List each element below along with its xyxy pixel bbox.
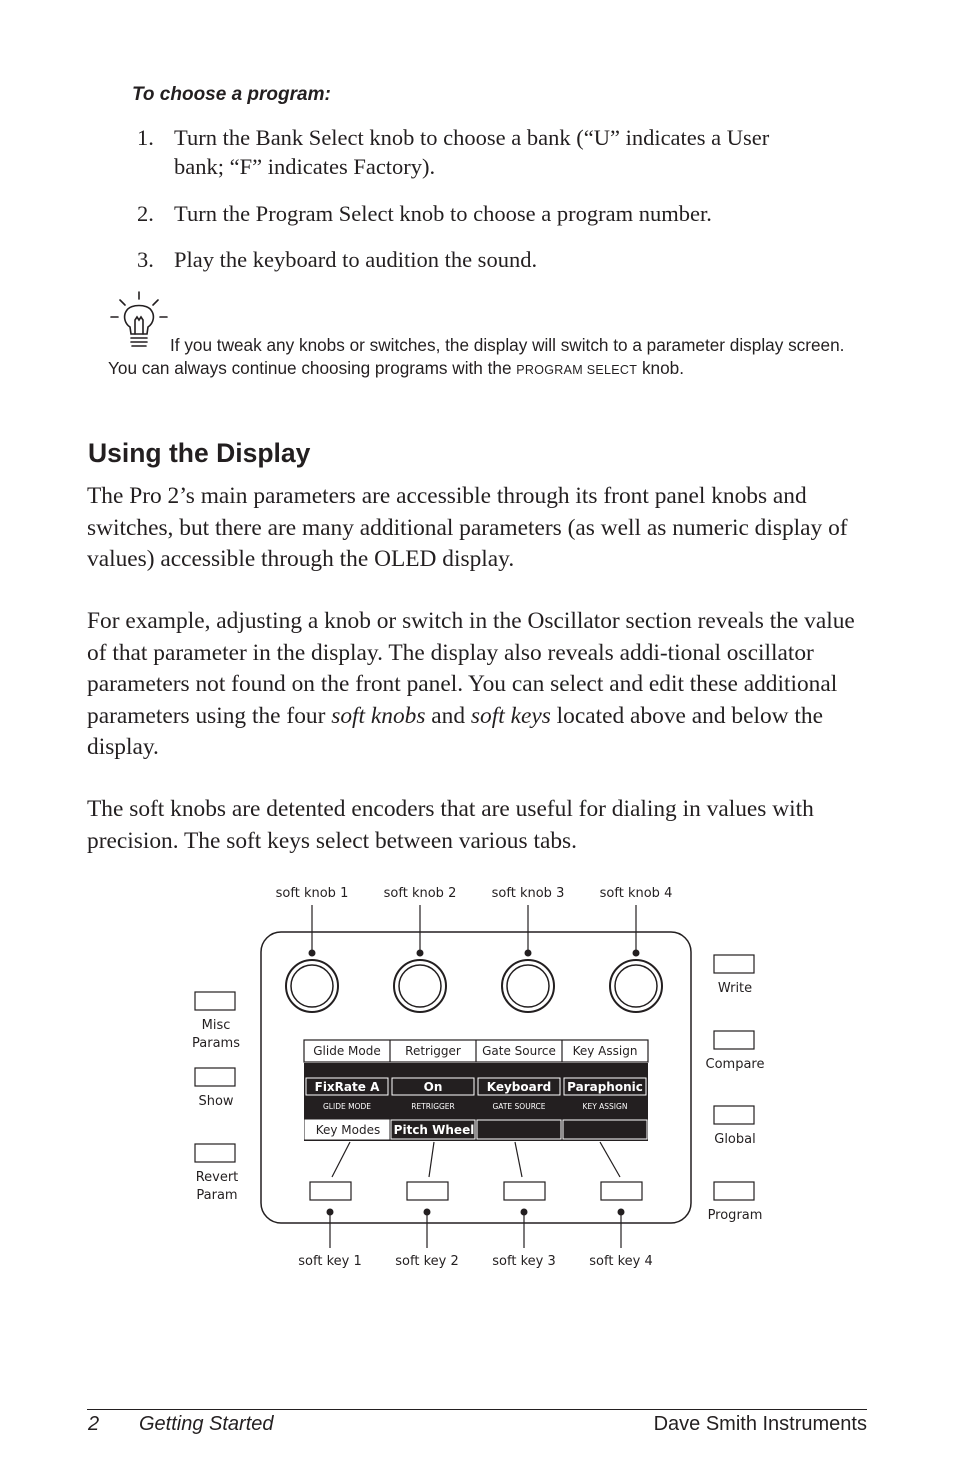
soft-key-2[interactable] — [407, 1182, 448, 1200]
paragraph-2-part-2: and — [425, 702, 471, 729]
global-button[interactable] — [714, 1106, 756, 1147]
step-number: 3. — [137, 247, 154, 272]
soft-key-3[interactable] — [504, 1182, 545, 1200]
show-label: Show — [198, 1094, 234, 1109]
revert-param-button[interactable] — [195, 1144, 238, 1203]
soft-knobs-term: soft knobs — [331, 702, 426, 729]
paragraph-3: The soft knobs are detented encoders that are useful for dialing in values with precision. The soft keys select between various tabs. — [87, 796, 814, 854]
tip-text-before: If you tweak any knobs or switches, the display will switch to a parameter display screen. You can always continue choosing programs with the — [108, 335, 845, 378]
footer-rule — [87, 1409, 867, 1410]
tab-pitch-wheel: Pitch Wheel — [393, 1123, 475, 1137]
value-gate-source: Keyboard — [486, 1080, 552, 1094]
caption-key-assign: KEY ASSIGN — [582, 1102, 628, 1111]
step-text: Play the keyboard to audition the sound. — [174, 247, 538, 272]
step-text: Turn the Program Select knob to choose a program number. — [174, 201, 712, 226]
paragraph-2-part-1: For example, adjusting a knob or switch in the Oscillator section reveals the value of that parameter in the display. The display also reveals addi-tional oscillator parameters not found on the front panel. You can select and edit these additional parameters using the four — [87, 608, 855, 729]
tab-glide-mode: Glide Mode — [313, 1044, 381, 1058]
soft-knob-4[interactable] — [610, 960, 662, 1012]
soft-key-4-label: soft key 4 — [589, 1254, 653, 1269]
value-glide-mode: FixRate A — [314, 1080, 380, 1094]
value-retrigger: On — [423, 1080, 443, 1094]
soft-key-3-label: soft key 3 — [492, 1254, 556, 1269]
soft-knob-3-label: soft knob 3 — [491, 886, 565, 901]
tab-gate-source: Gate Source — [482, 1044, 556, 1058]
tip-text-after: knob. — [637, 358, 685, 378]
soft-knob-2-label: soft knob 2 — [383, 886, 457, 901]
soft-knob-1[interactable] — [286, 960, 338, 1012]
compare-button[interactable] — [706, 1031, 765, 1072]
misc-params-label-2: Params — [192, 1036, 240, 1051]
step-number: 2. — [137, 201, 154, 226]
write-label: Write — [717, 981, 753, 996]
tip-text — [108, 334, 868, 382]
caption-retrigger: RETRIGGER — [411, 1102, 455, 1111]
procedure-subheading: To choose a program: — [132, 84, 331, 105]
value-key-assign: Paraphonic — [567, 1080, 643, 1094]
soft-knob-3[interactable] — [502, 960, 554, 1012]
global-label: Global — [714, 1132, 756, 1147]
soft-knob-2[interactable] — [394, 960, 446, 1012]
paragraph-2 — [87, 606, 867, 764]
soft-knob-1-label: soft knob 1 — [275, 886, 349, 901]
tab-key-assign: Key Assign — [572, 1044, 638, 1058]
step-number: 1. — [137, 125, 154, 150]
revert-param-label-1: Revert — [195, 1170, 239, 1185]
soft-key-4[interactable] — [601, 1182, 642, 1200]
tab-key-modes: Key Modes — [315, 1123, 381, 1137]
revert-param-label-2: Param — [196, 1188, 238, 1203]
display-panel-diagram — [0, 870, 954, 1290]
show-button[interactable] — [195, 1068, 235, 1109]
paragraph-2-part-3: located above and below the display. — [87, 702, 823, 760]
section-heading: Using the Display — [88, 438, 311, 468]
write-button[interactable] — [714, 955, 754, 996]
caption-gate-source: GATE SOURCE — [492, 1102, 546, 1111]
caption-glide-mode: GLIDE MODE — [323, 1102, 371, 1111]
footer-section: Getting Started — [139, 1413, 274, 1435]
soft-key-2-label: soft key 2 — [395, 1254, 459, 1269]
step-text: Turn the Bank Select knob to choose a bank (“U” indicates a User bank; “F” indicates Factory). — [174, 125, 770, 179]
page-number: 2 — [88, 1413, 100, 1435]
tab-retrigger: Retrigger — [405, 1044, 461, 1058]
soft-key-1-label: soft key 1 — [298, 1254, 362, 1269]
paragraph-1: The Pro 2’s main parameters are accessible through its front panel knobs and switches, but there are many additional parameters (as well as numeric display of values) accessible through the OLED display. — [87, 483, 848, 572]
program-button[interactable] — [708, 1182, 763, 1223]
oled-display — [304, 1040, 648, 1141]
footer-brand: Dave Smith Instruments — [653, 1413, 867, 1435]
program-label: Program — [707, 1208, 763, 1223]
soft-knob-4-label: soft knob 4 — [599, 886, 673, 901]
misc-params-button[interactable] — [192, 992, 240, 1051]
misc-params-label-1: Misc — [201, 1018, 231, 1033]
program-select-label: PROGRAM SELECT — [516, 363, 638, 377]
soft-keys-term: soft keys — [470, 702, 551, 729]
compare-label: Compare — [705, 1057, 765, 1072]
soft-key-1[interactable] — [310, 1182, 351, 1200]
